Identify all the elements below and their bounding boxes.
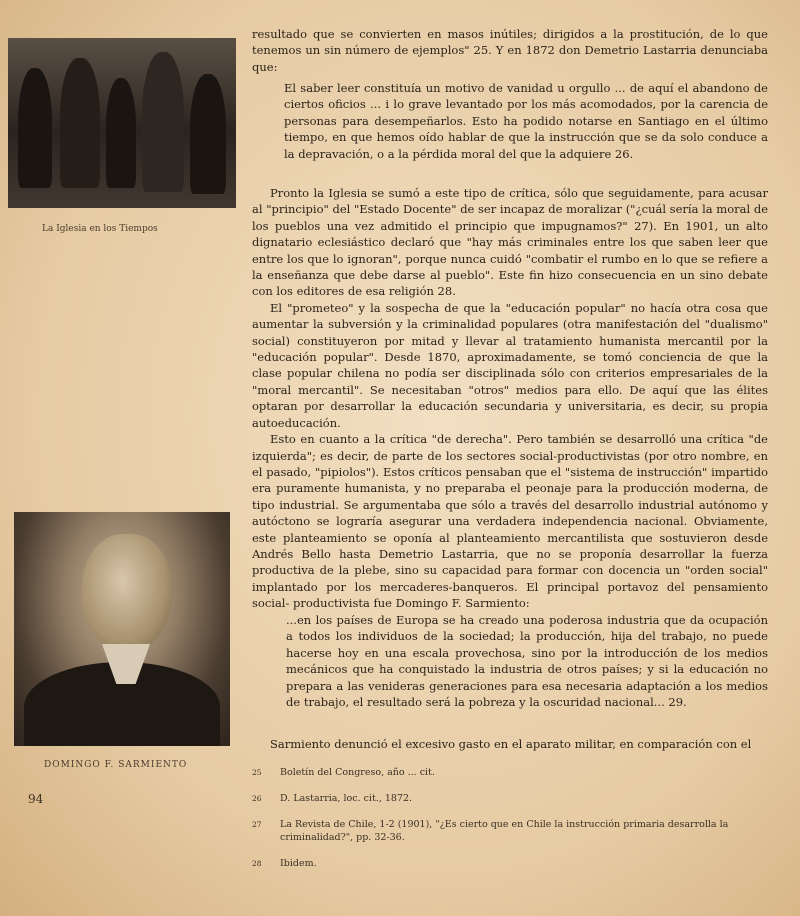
body-paragraph-1: Pronto la Iglesia se sumó a este tipo de crítica, sólo que seguidamente, para acusar al "principio" del "Estado Docente" de ser incapaz de moralizar ("¿cuál sería la moral de los pueblos una vez admitido el principio que impugnamos?" 27). En 1901, un alto dignatario eclesiástico declaró que "hay más criminales entre los que saben leer que entre los que lo ignoran", porque nunca cuidó "combatir el rumbo en lo que se refiere a la enseñanza que debe darse al pueblo". Este fin hizo consecuencia en un sino debate con los editores de esa religión 28. [252, 186, 768, 299]
photo-figure [60, 58, 100, 188]
footnote [252, 766, 768, 779]
footnotes [252, 766, 768, 883]
footnote [252, 818, 768, 844]
page-number: 94 [28, 792, 44, 806]
footnote-number: 27 [252, 820, 262, 829]
block-quote-1 [284, 80, 768, 162]
closing-line-text: Sarmiento denunció el excesivo gasto en el aparato militar, en comparación con el [270, 737, 752, 751]
footnote-number: 26 [252, 794, 262, 803]
block-quote-1-text: El saber leer constituía un motivo de vanidad u orgullo ... de aquí el abandono de ciertos oficios ... i lo grave levantado por los más acomodados, por la carencia de personas para desempeñarlos. Esto ha podido notarse en Santiago en el último tiempo, en que hemos oído hablar de que la instrucción que se da solo conduce a la depravación, o a la pérdida moral del que la adquiere 26. [284, 81, 768, 161]
block-quote-2 [286, 612, 768, 710]
block-quote-2-text: ...en los países de Europa se ha creado una poderosa industria que da ocupación a todos los individuos de la sociedad; la producción, hija del trabajo, no puede hacerse hoy en una escala provechosa, sino por la introducción de los medios mecánicos que ha conquistado la industria de otros países; y si la educación no prepara a las venideras generaciones para esa necesaria adaptación a los medios de trabajo, el resultado será la pobreza y la oscuridad nacional... 29. [286, 613, 768, 710]
photo-figure [18, 68, 52, 188]
photo-figure [190, 74, 226, 194]
sarmiento-portrait [14, 512, 230, 746]
footnote-text: La Revista de Chile, 1-2 (1901), "¿Es cierto que en Chile la instrucción primaria desarrolla la criminalidad?", pp. 32-36. [280, 819, 729, 843]
body-paragraph-2: El "prometeo" y la sospecha de que la "educación popular" no hacía otra cosa que aumentar la subversión y la criminalidad populares (otra manifestación del "dualismo" social) constituyeron por mitad y llevar al tratamiento humanista mercantil por la "educación popular". Desde 1870, aproximadamente, se tomó conciencia de que la clase popular chilena no podía ser disciplinada sólo con criterios empresariales de la "moral mercantil". Se necesitaban "otros" medios para ello. De aquí que las élites optaran por desarrollar la educación secundaria y universitaria, es decir, su propia autoeducación. [252, 300, 768, 430]
footnote-number: 28 [252, 859, 262, 868]
portrait-caption: DOMINGO F. SARMIENTO [44, 760, 188, 770]
footnote-text: D. Lastarria, loc. cit., 1872. [280, 793, 413, 804]
footnote-number: 25 [252, 768, 262, 777]
footnote [252, 857, 768, 870]
photo-figure [142, 52, 184, 192]
top-paragraph-text: resultado que se convierten en masos inútiles; dirigidos a la prostitución, de lo que tenemos un sin número de ejemplos" 25. Y en 1872 don Demetrio Lastarria denunciaba que: [252, 27, 768, 74]
footnote-text: Ibidem. [280, 858, 317, 869]
photo-figure [106, 78, 136, 188]
footnote-text: Boletín del Congreso, año ... cit. [280, 767, 435, 778]
closing-line [270, 736, 768, 752]
crowd-photo-caption: La Iglesia en los Tiempos [42, 224, 158, 234]
crowd-photo [8, 38, 236, 208]
top-paragraph [252, 26, 768, 75]
portrait-face [82, 534, 172, 652]
footnote [252, 792, 768, 805]
body-paragraph-3: Esto en cuanto a la crítica "de derecha". Pero también se desarrolló una crítica "de izquierda"; es decir, de parte de los sectores social-productivistas (por otro nombre, en el pasado, "pipiolos"). Estos críticos pensaban que el "sistema de instrucción" impartido era puramente humanista, y no preparaba el peonaje para la producción moderna, de tipo industrial. Se argumentaba que sólo a través del desarrollo industrial autónomo y autóctono se lograría asegurar una verdadera independencia nacional. Obviamente, este planteamiento se oponía al planteamiento mercantilista que sostuvieron desde Andrés Bello hasta Demetrio Lastarria, que no se proponía desarrollar la fuerza productiva de la plebe, sino su capacidad para formar con docencia un "orden social" implantado por los mercaderes-banqueros. El principal portavoz del pensamiento social- productivista fue Domingo F. Sarmiento: [252, 432, 768, 611]
body-text [252, 185, 768, 612]
